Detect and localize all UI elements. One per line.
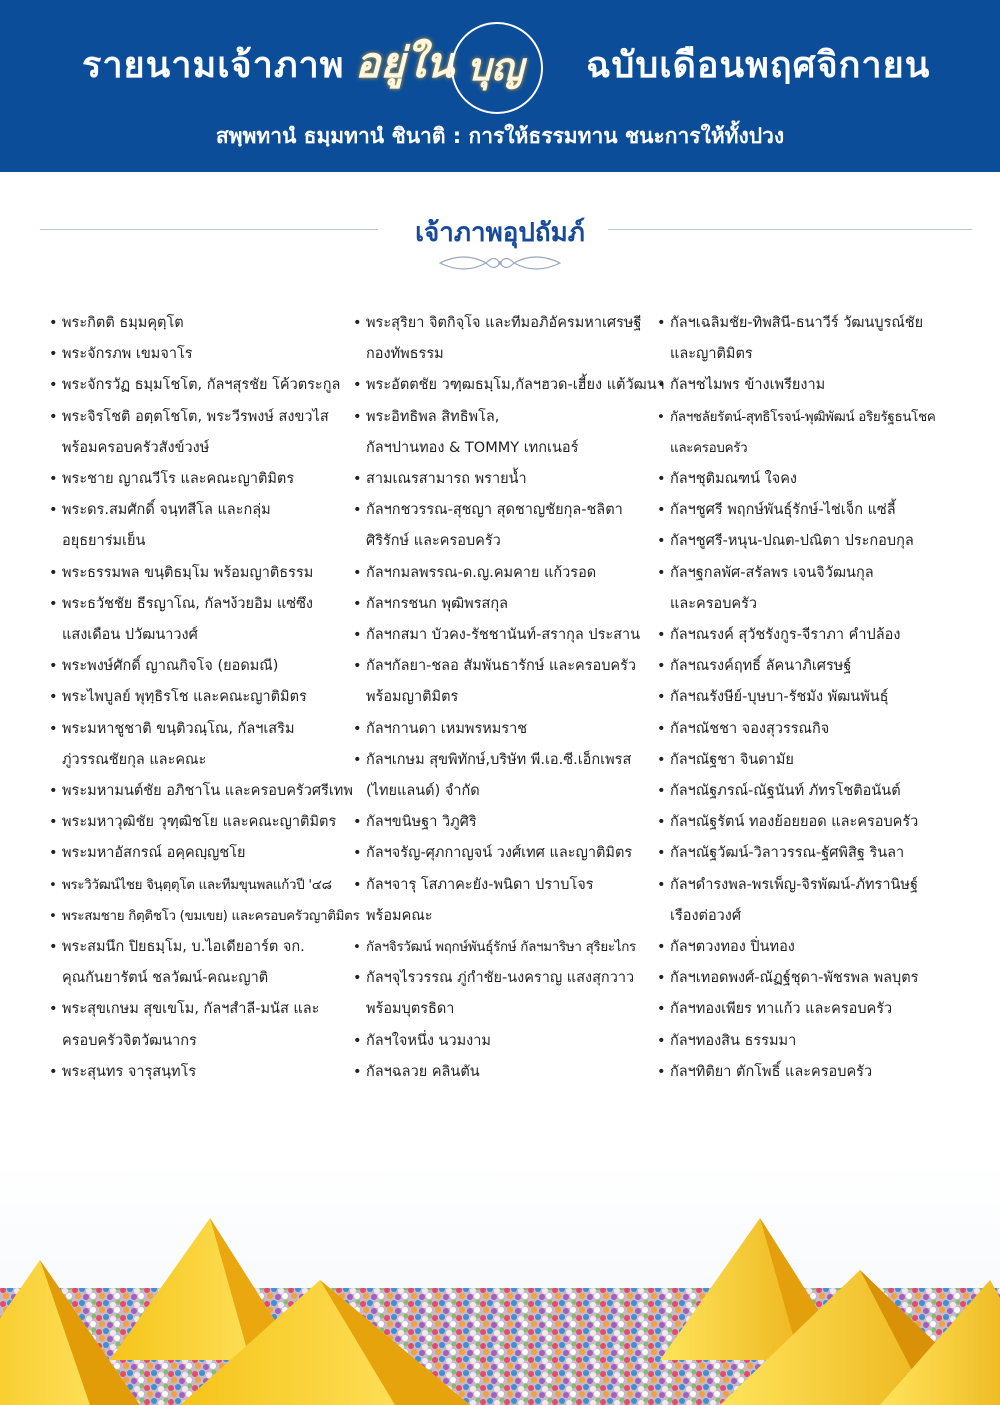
donor-entry [656,526,976,557]
donor-entry [656,994,976,1025]
donor-entry-line: • กัลฯใจหนึ่ง นวมงาม [366,1032,491,1049]
donor-entry-line: • กัลฯชลัยรัตน์-สุทธิโรจน์-พุฒิพัฒน์ อริยรัฐธนโชค [670,409,936,425]
donor-entry [352,495,652,557]
donor-entry-line: • กัลฯณัฐรัตน์ ทองย้อยยอด และครอบครัว [670,814,919,831]
donor-entry-line: • กัลฯชไมพร ข้างเพรียงาม [670,377,826,394]
donor-entry-line: กัลฯปานทอง & TOMMY เทกเนอร์ [366,439,579,456]
donor-entry-line: • กัลฯฉลวย คลินตัน [366,1063,480,1080]
donor-entry [656,714,976,745]
donor-entry [656,963,976,994]
donor-entry-line: • กัลฯเทอดพงศ์-ณัฏฐ์ชุดา-พัชรพล พลบุตร [670,970,919,987]
donor-entry [656,682,976,713]
donor-entry [656,558,976,620]
donor-entry-line: • กัลฯเฉลิมชัย-ทิพสินี-ธนาวีร์ วัฒนบูรณ์ชัย [670,315,924,331]
donor-entry-line: • พระจิรโชติ อตฺตโชโต, พระวีรพงษ์ สงขวไส [62,408,329,425]
golden-pagoda-illustration [0,1160,1000,1405]
logo-text-left: อยู่ใน [355,38,455,87]
donor-entry [352,870,652,932]
donor-entry [48,402,348,464]
donor-entry [48,807,348,838]
donor-entry-line: ศิริรักษ์ และครอบครัว [366,533,501,550]
donor-entry [656,1026,976,1057]
donor-entry-line: • พระจักรวัฏ ธมฺมโชโต, กัลฯสุรชัย โค้วตระกูล [62,377,341,394]
donor-entry-line: • กัลฯกรชนก พุฒิพรสกุล [366,595,509,612]
donor-entry-line: • กัลฯทิติยา ตักโพธิ์ และครอบครัว [670,1063,873,1080]
donor-entry [656,651,976,682]
donor-entry-line: • พระมหามนต์ชัย อภิชาโน และครอบครัวศรีเทพ [62,783,353,800]
donor-entry-line: • กัลฯดำรงพล-พรเพ็ญ-จิรพัฒน์-ภัทรานิษฐ์ [670,876,918,893]
donor-entry [48,714,348,776]
donor-entry [656,776,976,807]
donor-entry [352,589,652,620]
donor-entry-line: • พระสมนึก ปิยธมฺโม, บ.ไอเดียอาร์ต จก. [62,939,305,956]
donor-entry [656,620,976,651]
donor-entry [48,776,353,807]
donor-entry-line: และครอบครัว [670,440,748,456]
donor-entry-line: • พระวิวัฒน์ไชย จินฺตฺตุโต และทีมขุนพลแก้วปี '๔๘ [62,877,332,893]
header-subtitle: สพฺพทานํ ธมฺมทานํ ชินาติ : การให้ธรรมทาน ชนะการให้ทั้งปวง [215,124,785,148]
donor-entry-line: • กัลฯฐกลพัศ-สรัลพร เจนจิวัฒนกุล [670,564,874,581]
logo-text-right: บุญ [467,44,524,89]
donor-entry [48,495,348,557]
donor-entry-line: • พระอิทธิพล สิทธิพโล, [366,408,500,425]
donor-entry-line: • พระธวัชชัย ธีรญาโณ, กัลฯง้วยอิม แซ่ซึง [62,595,314,612]
donor-entry-line: • กัลฯทองสิน ธรรมมา [670,1032,797,1049]
section-rule-right [608,229,972,230]
donor-entry-line: • กัลฯจิรวัฒน์ พฤกษ์พันธุ์รักษ์ กัลฯมาริษา สุริยะไกร [366,940,636,956]
donor-entry [656,402,976,464]
header-title-right: ฉบับเดือนพฤศจิกายน [586,45,931,86]
donor-entry [48,651,348,682]
donor-entry-line: • พระสุขเกษม สุขเขโม, กัลฯสำลี-มนัส และ [62,1001,320,1018]
donor-entry [352,1026,652,1057]
donor-entry-line: • พระมหาอัสกรณ์ อคฺคญฺญชโย [62,845,246,862]
donor-entry-line: • สามเณรสามารถ พรายน้ำ [366,471,527,488]
donor-entry [352,308,652,370]
donor-entry-line: • กัลฯจรัญ-ศุภกาญจน์ วงศ์เทศ และญาติมิตร [366,845,633,862]
donor-entry [656,932,976,963]
donor-entry [656,807,976,838]
donor-entry-line: พร้อมครอบครัวสังข์วงษ์ [62,439,210,456]
donor-entry [656,370,976,401]
donor-entry [352,620,652,651]
donor-entry [352,402,652,464]
donor-entry-line: • กัลฯกมลพรรณ-ด.ญ.คมคาย แก้วรอด [366,564,597,581]
donor-entry-line: • พระดร.สมศักดิ์ จนฺทสีโล และกลุ่ม [62,502,271,519]
donor-entry-line: ภู่วรรณชัยกุล และคณะ [62,751,207,768]
donor-entry [656,870,976,932]
donor-entry-line: • กัลฯจุไรวรรณ ภู่กำชัย-นงคราญ แสงสุกวาว [366,970,635,987]
donor-entry [48,589,348,651]
donor-entry [352,963,652,1025]
donor-column-3 [656,308,976,1088]
donor-entry-line: และญาติมิตร [670,346,753,363]
section-title: เจ้าภาพอุปถัมภ์ [415,218,585,248]
donor-entry-line: • กัลฯกสมา บัวคง-รัชชานันท์-สรากุล ประสาน [366,627,641,644]
header-banner [0,0,1000,172]
donor-entry-line: • กัลฯณัฐวัฒน์-วิลาวรรณ-ฐัศพิสิฐ รินลา [670,845,905,862]
donor-entry-line: (ไทยแลนด์) จำกัด [366,783,480,800]
donor-entry-line: พร้อมคณะ [366,907,433,924]
donor-entry [352,1057,652,1088]
donor-entry-line: ครอบครัวจิตวัฒนากร [62,1032,197,1049]
donor-entry-line: คุณกันยารัตน์ ชลวัฒน์-คณะญาติ [62,970,269,987]
donor-entry [352,464,652,495]
donor-entry [656,745,976,776]
donor-entry [48,932,348,994]
donor-entry-line: และครอบครัว [670,595,758,612]
donor-entry-line: • กัลฯเกษม สุขพิทักษ์,บริษัท พี.เอ.ซี.เอ็กเพรส [366,751,632,768]
donor-entry [656,464,976,495]
donor-entry-line: • กัลฯตวงทอง ปิ่นทอง [670,939,795,956]
donor-entry-line: • กัลฯกชวรรณ-สุชญา สุดชาญชัยกุล-ชลิตา [366,502,623,519]
donor-entry [352,838,652,869]
donor-entry-line: พร้อมบุตรธิดา [366,1001,455,1018]
donor-entry [352,807,652,838]
magazine-logo [345,18,580,114]
donor-entry-line: • กัลฯชูศรี-หนุน-ปณต-ปณิตา ประกอบกุล [670,533,914,550]
donor-entry [48,339,348,370]
donor-entry-line: • พระมหาชูชาติ ขนฺติวณฺโณ, กัลฯเสริม [62,720,295,737]
donor-entry [656,495,976,526]
donor-entry-line: เรืองต่อวงศ์ [670,907,742,924]
donor-entry [48,558,348,589]
donor-entry-line: • กัลฯณัชชา จองสุวรรณกิจ [670,720,830,737]
donor-entry [48,1057,348,1088]
donor-entry [352,745,652,807]
donor-entry [656,1057,976,1088]
donor-entry [656,308,976,370]
donor-entry [48,994,348,1056]
donor-column-1 [48,308,360,1088]
donor-entry-line: • พระธรรมพล ขนฺติธมฺโม พร้อมญาติธรรม [62,564,314,581]
donor-entry-line: • กัลฯจารุ โสภาคะยัง-พนิดา ปราบโจร [366,876,594,893]
donor-entry [656,838,976,869]
donor-entry-line: • กัลฯณัฐภรณ์-ณัฐนันท์ ภัทรโชติอนันต์ [670,783,901,800]
donor-entry-line: • กัลฯกานดา เหมพรหมราช [366,720,528,737]
donor-entry [352,714,652,745]
donor-entry-line: • พระชาย ญาณวีโร และคณะญาติมิตร [62,471,295,488]
donor-entry [48,901,360,932]
donor-entry-line: • พระอัตตชัย วฑฺฒธมฺโม,กัลฯฮวด-เฮี้ยง แต้วัฒนา [366,377,665,394]
donor-entry-line: • พระไพบูลย์ พุทฺธิรโช และคณะญาติมิตร [62,689,307,706]
donor-entry-line: • กัลฯชูศรี พฤกษ์พันธุ์รักษ์-ไช่เจ็ก แซ่ลี้ [670,502,896,519]
donor-column-2 [352,308,665,1088]
donor-entry [352,370,665,401]
donor-entry-line: • กัลฯณรงค์ฤทธิ์ ลัคนาภิเศรษฐ์ [670,658,852,675]
donor-entry-line: • พระจักรภพ เขมจาโร [62,346,193,363]
donor-entry [48,464,348,495]
ornament-divider [436,253,564,273]
donor-entry-line: • พระมหาวุฒิชัย วุฑฺฒิชโย และคณะญาติมิตร [62,814,337,831]
donor-entry-line: • พระสุนทร จารุสนฺทโร [62,1063,197,1080]
donor-entry [352,651,652,713]
donor-entry-line: • กัลฯกัลยา-ชลอ สัมพันธารักษ์ และครอบครัว [366,658,637,675]
donor-entry [48,838,348,869]
donor-entry-line: อยุธยาร่มเย็น [62,533,146,550]
donor-entry-line: • กัลฯขนิษฐา วิภูศิริ [366,814,477,831]
donor-entry [352,932,652,963]
donor-entry-line: • กัลฯณัฐชา จินดามัย [670,751,794,768]
donor-entry [352,558,652,589]
donor-entry-line: • กัลฯชุติมณฑน์ ใจคง [670,471,797,488]
donor-entry [48,870,348,901]
donor-entry-line: กองทัพธรรม [366,346,444,363]
donor-entry-line: • พระสมชาย กิตฺติชโว (ขมเขย) และครอบครัวญาติมิตร [62,908,360,924]
donor-entry-line: พร้อมญาติมิตร [366,689,459,706]
donor-entry-line: • กัลฯณรงค์ สุวัชรังกูร-จีราภา คำปล้อง [670,627,901,644]
donor-entry-line: • พระสุริยา จิตกิจฺโจ และทีมอภิอัครมหาเศรษฐี [366,315,642,331]
donor-entry [48,682,348,713]
donor-entry [48,308,348,339]
donor-entry-line: • พระพงษ์ศักดิ์ ญาณกิจโจ (ยอดมณี) [62,658,279,675]
donor-entry [48,370,348,401]
donor-entry-line: • กัลฯณรังษีย์-บุษบา-รัชมัง พัฒนพันธุ์ [670,689,889,706]
header-title-left: รายนามเจ้าภาพ [82,45,345,86]
donor-entry-line: แสงเดือน ปวัฒนาวงศ์ [62,627,198,644]
donor-entry-line: • กัลฯทองเพียร ทาแก้ว และครอบครัว [670,1001,893,1018]
donor-entry-line: • พระกิตติ ธมฺมคุตฺโต [62,315,184,331]
